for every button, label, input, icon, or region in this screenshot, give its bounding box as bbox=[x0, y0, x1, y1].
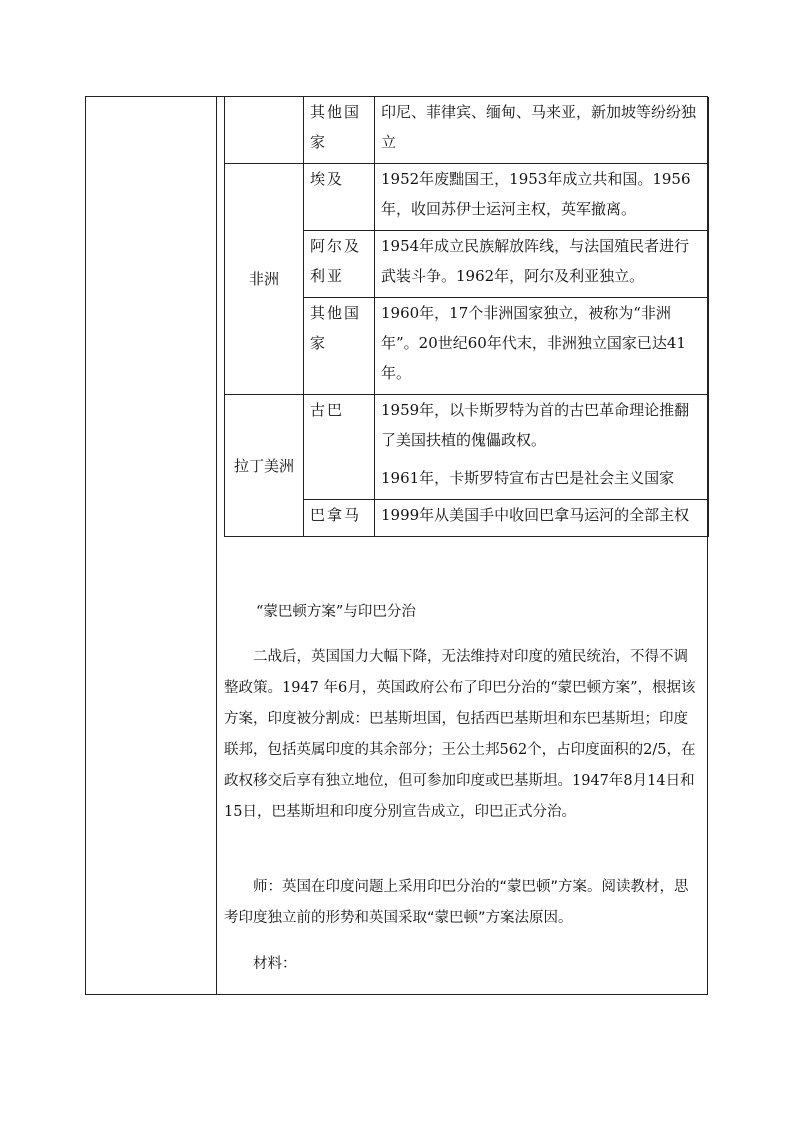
country-cell: 阿尔及利亚 bbox=[304, 231, 375, 298]
country-cell: 其他国家 bbox=[304, 97, 375, 164]
description-cell: 1999年从美国手中收回巴拿马运河的全部主权 bbox=[375, 500, 709, 537]
decolonization-table bbox=[224, 97, 709, 537]
country-cell: 埃及 bbox=[304, 164, 375, 231]
description-cell: 1960年，17个非洲国家独立，被称为“非洲年”。20世纪60年代末，非洲独立国家已达41年。 bbox=[375, 298, 709, 395]
description-line: 1961年，卡斯罗特宣布古巴是社会主义国家 bbox=[381, 469, 675, 487]
outer-table bbox=[85, 96, 708, 995]
section-title: “蒙巴顿方案”与印巴分治 bbox=[256, 604, 416, 620]
material-label: 材料： bbox=[253, 956, 297, 972]
region-cell-asia bbox=[225, 97, 304, 164]
description-line: 1959年，以卡斯罗特为首的古巴革命理论推翻了美国扶植的傀儡政权。 bbox=[381, 401, 690, 449]
region-cell-africa: 非洲 bbox=[225, 164, 304, 395]
country-cell: 古巴 bbox=[304, 395, 375, 500]
left-column-cell bbox=[86, 97, 217, 994]
table-row bbox=[225, 97, 709, 164]
country-cell: 巴拿马 bbox=[304, 500, 375, 537]
region-cell-latin-america: 拉丁美洲 bbox=[225, 395, 304, 537]
description-cell: 1954年成立民族解放阵线，与法国殖民者进行武装斗争。1962年，阿尔及利亚独立。 bbox=[375, 231, 709, 298]
teacher-paragraph: 师：英国在印度问题上采用印巴分治的“蒙巴顿”方案。阅读教材，思考印度独立前的形势和英国采取“蒙巴顿”方案法原因。 bbox=[224, 879, 689, 926]
description-cell bbox=[375, 395, 709, 500]
description-cell: 1952年废黜国王，1953年成立共和国。1956年，收回苏伊士运河主权，英军撤离。 bbox=[375, 164, 709, 231]
table-row bbox=[225, 395, 709, 500]
country-cell: 其他国家 bbox=[304, 298, 375, 395]
body-paragraph: 二战后，英国国力大幅下降，无法维持对印度的殖民统治，不得不调整政策。1947 年6月，英国政府公布了印巴分治的“蒙巴顿方案”，根据该方案，印度被分割成：巴基斯坦国，包括西巴基斯坦和东巴基斯坦；印度联邦，包括英属印度的其余部分；王公土邦562个，占印度面积的2/5，在政权移交后享有独立地位，但可参加印度或巴基斯坦。1947年8月14日和15日，巴基斯坦和印度分别宣告成立，印巴正式分治。 bbox=[224, 649, 696, 820]
table-row bbox=[225, 164, 709, 231]
description-cell: 印尼、菲律宾、缅甸、马来亚，新加坡等纷纷独立 bbox=[375, 97, 709, 164]
